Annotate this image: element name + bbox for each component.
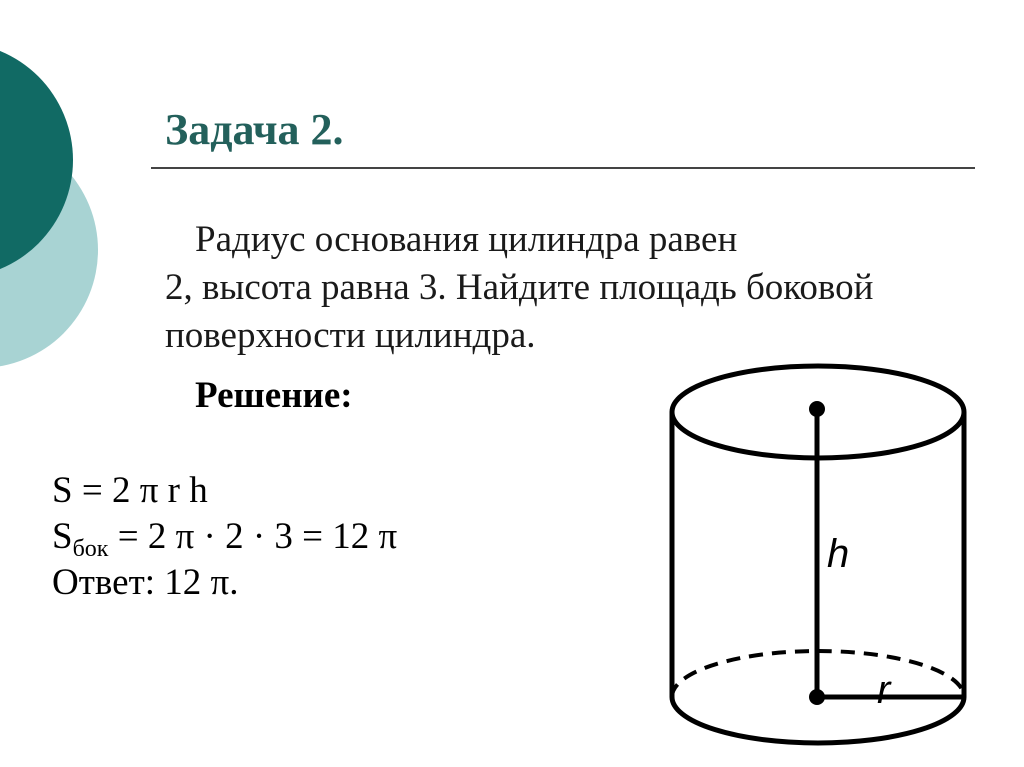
top-center-point xyxy=(809,401,825,417)
formula-lateral-symbol: S xyxy=(52,516,73,557)
formula-general: S = 2 π r h xyxy=(52,470,208,511)
problem-line-2: 2, высота равна 3. Найдите площадь боковой xyxy=(165,267,874,308)
formula-lateral-value: = 2 π · 2 · 3 = 12 π xyxy=(108,516,398,557)
cylinder-figure xyxy=(655,355,985,755)
title-divider xyxy=(151,167,975,169)
problem-line-1: Радиус основания цилиндра равен xyxy=(195,219,738,260)
problem-line-3: поверхности цилиндра. xyxy=(165,315,536,356)
radius-label: r xyxy=(877,668,891,712)
answer-line: Ответ: 12 π. xyxy=(52,562,239,603)
formula-lateral-subscript: бок xyxy=(72,536,109,562)
formula-lateral xyxy=(52,514,397,560)
decorative-circles xyxy=(0,0,110,420)
height-label: h xyxy=(827,532,850,576)
solution-formulas xyxy=(52,468,397,606)
slide-title: Задача 2. xyxy=(165,105,344,154)
solution-heading: Решение: xyxy=(195,375,353,416)
problem-statement xyxy=(165,216,985,360)
